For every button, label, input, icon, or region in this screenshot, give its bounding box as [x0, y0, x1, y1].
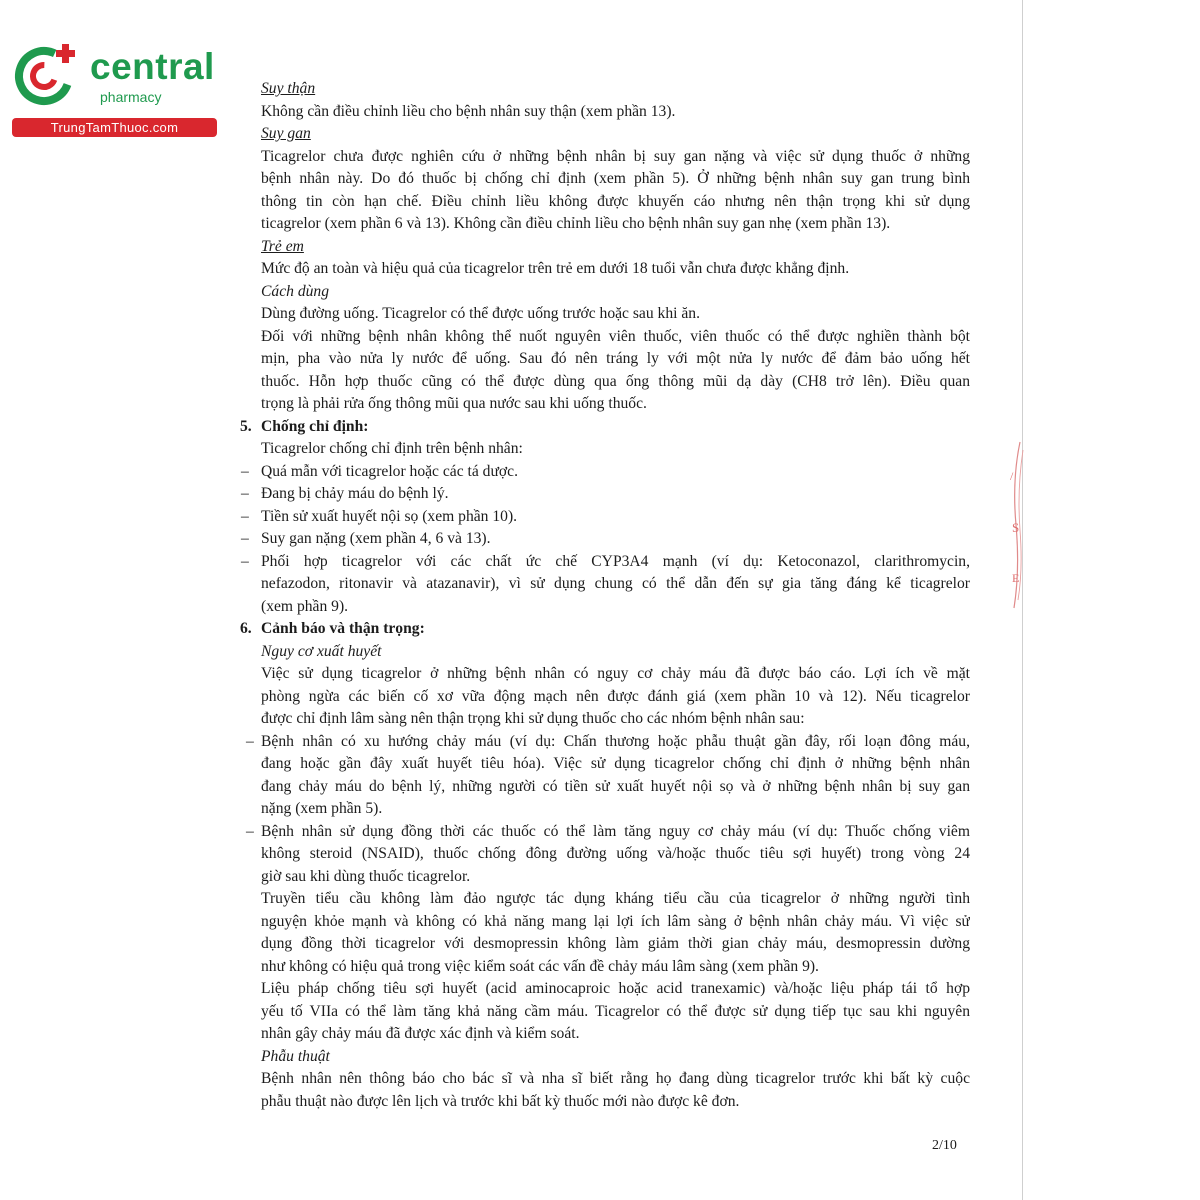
list-item-text: Tiền sử xuất huyết nội sọ (xem phần 10).	[261, 507, 518, 525]
paragraph-line: được chỉ định lâm sàng nên thận trọng khi sử dụng thuốc cho các nhóm bệnh nhân sau:	[261, 710, 805, 727]
logo-subtitle: pharmacy	[100, 89, 162, 105]
bullet-dash: –	[246, 822, 254, 840]
section-number: 6.	[240, 620, 252, 637]
list-item-continuation: (xem phần 9).	[261, 597, 349, 615]
list-item-text: Đang bị chảy máu do bệnh lý.	[261, 485, 449, 502]
list-item-continuation: giờ sau khi dùng thuốc ticagrelor.	[261, 867, 471, 885]
bullet-dash: –	[241, 530, 249, 547]
section-number: 5.	[240, 417, 252, 435]
paragraph-line: Truyền tiểu cầu không làm đảo ngược tác dụng kháng tiểu cầu của ticagrelor ở những người tình	[261, 890, 970, 907]
list-item	[240, 506, 970, 529]
paragraph-line: Mức độ an toàn và hiệu quả của ticagrelor trên trẻ em dưới 18 tuổi vẫn chưa được khẳng định.	[261, 260, 850, 277]
paragraph-line: nguyện khỏe mạnh và không có khả năng mang lại lợi ích lâm sàng ở bệnh nhân chảy máu. Vì việc sử	[261, 912, 970, 930]
paragraph-line: thuốc. Hỗn hợp thuốc cũng có thể được dùng qua ống thông mũi dạ dày (CH8 trở lên). Điều quan	[261, 372, 970, 390]
paragraph-line: Ticagrelor chưa được nghiên cứu ở những bệnh nhân bị suy gan nặng và việc sử dụng thuốc ở những	[261, 147, 970, 165]
list-item-continuation: nặng (xem phần 5).	[261, 800, 383, 817]
subsection-title-surgery: Phẫu thuật	[261, 1047, 330, 1065]
paragraph-line: yếu tố VIIa có thể làm tăng khả năng cầm máu. Ticagrelor có thể được sử dụng tiếp tục sau khi nguyên	[261, 1002, 970, 1020]
paragraph-line: bệnh nhân này. Do đó thuốc bị chống chỉ định (xem phần 5). Ở những bệnh nhân suy gan trung bình	[261, 170, 970, 187]
bullet-dash: –	[246, 732, 254, 750]
paragraph-line: Việc sử dụng ticagrelor ở những bệnh nhân có nguy cơ chảy máu đã được báo cáo. Lợi ích về mặt	[261, 665, 970, 682]
list-item-text: Quá mẫn với ticagrelor hoặc các tá dược.	[261, 462, 518, 480]
paragraph-line: Bệnh nhân nên thông báo cho bác sĩ và nha sĩ biết rằng họ đang dùng ticagrelor trước khi bất kỳ cuộc	[261, 1070, 970, 1087]
list-item	[240, 551, 970, 574]
section-heading-text: Chống chỉ định:	[261, 417, 369, 435]
list-item-continuation: không steroid (NSAID), thuốc chống đông đường uống và/hoặc thuốc tiêu sợi huyết) trong vòng 24	[261, 845, 970, 862]
bullet-dash: –	[241, 507, 249, 525]
subsection-title-administration: Cách dùng	[261, 282, 330, 300]
svg-text:/: /	[1010, 469, 1014, 483]
paragraph-line: Liệu pháp chống tiêu sợi huyết (acid aminocaproic hoặc acid tranexamic) và/hoặc liệu pháp tái tổ hợp	[261, 980, 970, 997]
list-item-text: Phối hợp ticagrelor với các chất ức chế CYP3A4 mạnh (ví dụ: Ketoconazol, clarithromycin,	[261, 552, 970, 570]
paragraph-line: Dùng đường uống. Ticagrelor có thể được uống trước hoặc sau khi ăn.	[261, 305, 700, 322]
list-item-text: Bệnh nhân sử dụng đồng thời các thuốc có thể làm tăng nguy cơ chảy máu (ví dụ: Thuốc chống viêm	[261, 822, 970, 840]
list-item-continuation: nefazodon, ritonavir và atazanavir), vì sử dụng chung có thể dẫn đến sự gia tăng đáng kể ticagrelor	[261, 575, 970, 592]
paragraph-line: phẫu thuật nào được lên lịch và trước khi bất kỳ thuốc mới nào được kê đơn.	[261, 1092, 740, 1110]
paragraph-line: nhân gây chảy máu đã được xác định và kiểm soát.	[261, 1025, 580, 1042]
paragraph-line: thông tin còn hạn chế. Điều chỉnh liều không được khuyến cáo nhưng nên thận trọng khi sử dụng	[261, 192, 970, 210]
paragraph-line: ticagrelor (xem phần 6 và 13). Không cần điều chỉnh liều cho bệnh nhân suy gan nhẹ (xem phần 13).	[261, 215, 891, 232]
subsection-title-bleeding-risk: Nguy cơ xuất huyết	[261, 642, 382, 660]
paragraph-line: dụng đồng thời ticagrelor với desmopressin không làm giảm thời gian chảy máu, desmopressin dường	[261, 935, 970, 952]
section-heading-warnings	[240, 618, 970, 641]
paragraph-line: mịn, pha vào nửa ly nước để uống. Sau đó nên tráng ly với một nửa ly nước để đảm bảo uống hết	[261, 350, 970, 367]
subsection-title-hepatic: Suy gan	[261, 125, 311, 142]
pharmacy-logo	[10, 38, 215, 138]
logo-website-banner: TrungTamThuoc.com	[12, 118, 217, 137]
paragraph-line: Ticagrelor chống chỉ định trên bệnh nhân:	[261, 440, 523, 457]
list-item	[240, 461, 970, 484]
bullet-dash: –	[241, 485, 249, 502]
subsection-title-children: Trẻ em	[261, 237, 304, 255]
paragraph-line: Đối với những bệnh nhân không thể nuốt nguyên viên thuốc, viên thuốc có thể được nghiền thành bột	[261, 327, 970, 345]
logo-name: central	[90, 46, 215, 87]
svg-text:S: S	[1012, 520, 1020, 535]
central-pharmacy-logo-icon	[10, 38, 90, 118]
subsection-title-renal: Suy thận	[261, 80, 316, 97]
paragraph-line: phòng ngừa các biến cố xơ vữa động mạch nên được đánh giá (xem phần 10 và 12). Nếu ticagrelor	[261, 687, 970, 705]
list-item	[240, 528, 970, 551]
red-stamp-fragment	[1008, 440, 1024, 610]
paragraph-line: Không cần điều chỉnh liều cho bệnh nhân suy thận (xem phần 13).	[261, 102, 676, 120]
paragraph-line: như không có hiệu quả trong việc kiểm soát các vấn đề chảy máu lâm sàng (xem phần 9).	[261, 957, 819, 975]
section-heading-text: Cảnh báo và thận trọng:	[261, 620, 425, 637]
list-item	[240, 731, 970, 754]
section-heading-contraindications	[240, 416, 970, 439]
page-number: 2/10	[932, 1138, 957, 1153]
list-item-continuation: đang hoặc gần đây xuất huyết tiêu hóa). Việc sử dụng ticagrelor chống chỉ định ở những bệnh nhân	[261, 755, 970, 772]
list-item-text: Suy gan nặng (xem phần 4, 6 và 13).	[261, 530, 491, 547]
svg-text:E: E	[1012, 571, 1020, 585]
document-body	[240, 78, 970, 1113]
list-item-continuation: đang chảy máu do bệnh lý, những người có tiền sử xuất huyết nội sọ và ở những bệnh nhân bị suy gan	[261, 777, 970, 795]
list-item-text: Bệnh nhân có xu hướng chảy máu (ví dụ: Chấn thương hoặc phẫu thuật gần đây, rối loạn đông máu,	[261, 732, 970, 750]
bullet-dash: –	[241, 552, 249, 570]
paragraph-line: trọng là phải rửa ống thông mũi qua nước sau khi uống thuốc.	[261, 395, 647, 412]
list-item	[240, 483, 970, 506]
list-item	[240, 821, 970, 844]
bullet-dash: –	[241, 462, 249, 480]
